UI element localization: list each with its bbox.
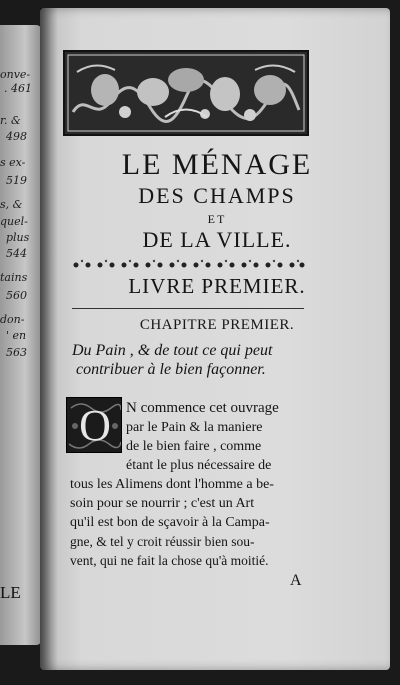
title-line-3: ET [207, 212, 227, 226]
left-page-line: 544 [6, 247, 27, 260]
left-page-line: onve- [0, 68, 31, 81]
left-page-line: ' en [6, 329, 27, 342]
body-line: vent, qui ne fait la chose qu'à moitié. [70, 553, 269, 568]
book-heading: LIVRE PREMIER. [128, 274, 306, 298]
left-page-line: r. & [0, 114, 21, 127]
left-page-line: s ex- [0, 156, 26, 169]
left-page-line: 563 [6, 346, 27, 359]
spine-shadow [40, 8, 58, 670]
ornament-row [70, 258, 306, 272]
body-line: par le Pain & la maniere [126, 420, 263, 435]
left-page-line: don- [0, 313, 25, 326]
body-line: gne, & tel y croit réussir bien sou- [70, 534, 255, 549]
chapter-subtitle-line-2: contribuer à le bien façonner. [76, 361, 266, 378]
title-line-4: DE LA VILLE. [142, 227, 292, 252]
body-line: de le bien faire , comme [126, 439, 262, 454]
left-page-line: tains [0, 271, 28, 284]
left-page-line: 560 [6, 289, 27, 302]
left-page-line: plus [6, 231, 30, 244]
left-page-line: . 461 [4, 82, 32, 95]
divider-rule [72, 308, 304, 309]
drop-cap [66, 397, 122, 453]
ornamental-headpiece [63, 50, 309, 136]
title-line-2: DES CHAMPS [138, 183, 296, 208]
left-page-line: 498 [6, 130, 27, 143]
drop-cap-letter: O [79, 401, 111, 450]
left-page-line: 519 [6, 174, 27, 187]
chapter-heading: CHAPITRE PREMIER. [139, 317, 295, 333]
body-line: étant le plus nécessaire de [126, 458, 272, 473]
left-page-line: quel- [0, 215, 28, 228]
left-page-edge [0, 25, 42, 645]
chapter-subtitle-line-1: Du Pain , & de tout ce qui peut [72, 342, 273, 359]
left-page-fragment: LE [0, 583, 21, 602]
body-line: tous les Alimens dont l'homme a be- [70, 477, 274, 492]
title-line-1: LE MÉNAGE [121, 148, 313, 181]
body-line: N commence cet ouvrage [126, 400, 279, 416]
left-page-line: s, & [0, 198, 23, 211]
body-line: qu'il est bon de sçavoir à la Campa- [70, 515, 270, 530]
body-line: soin pour se nourrir ; c'est un Art [70, 496, 255, 511]
catchword: A [290, 572, 302, 589]
